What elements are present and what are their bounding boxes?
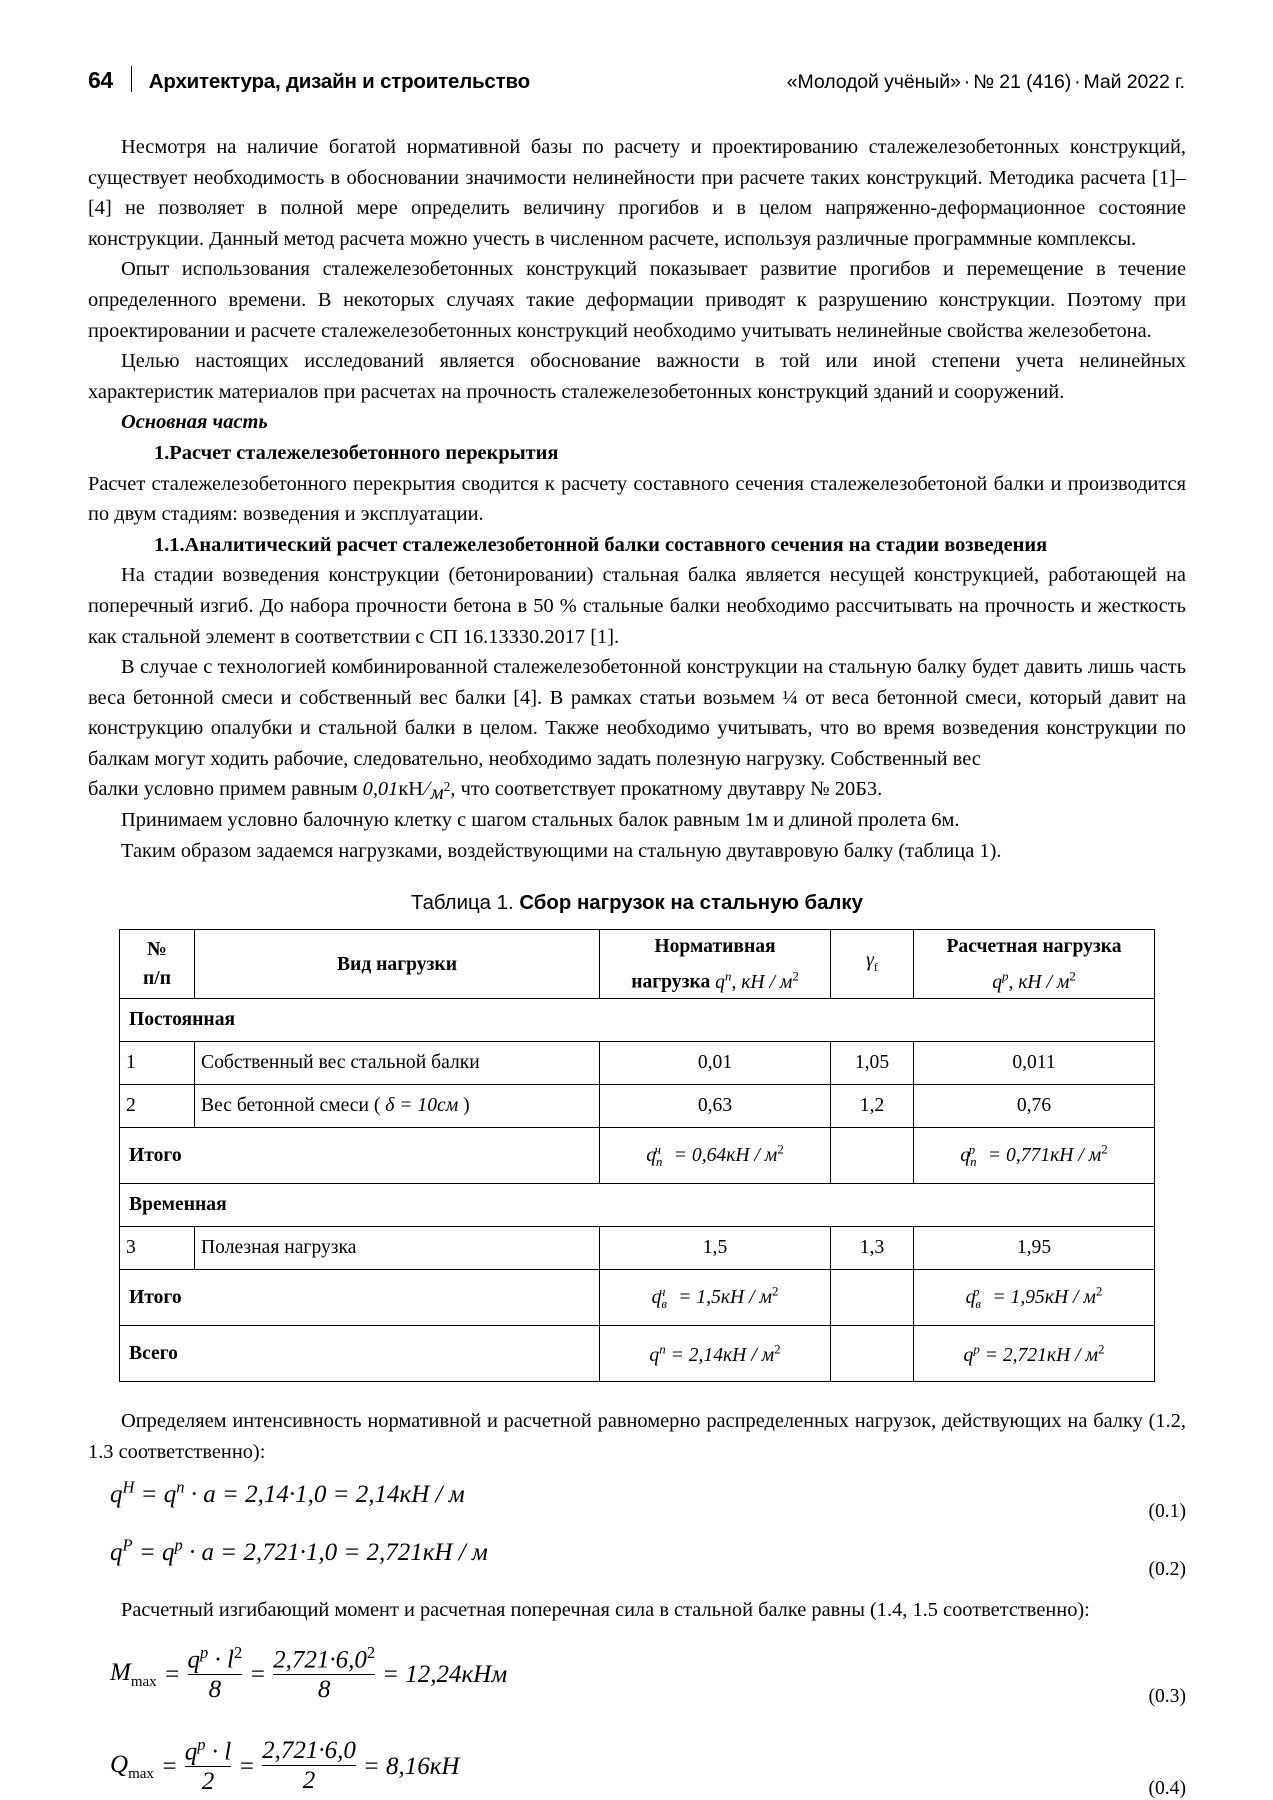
row-number: 2 xyxy=(120,1085,195,1128)
loads-table-body xyxy=(120,999,1155,1382)
article-body xyxy=(88,132,1186,1800)
table-row xyxy=(120,1085,1155,1128)
loads-table xyxy=(119,929,1155,1382)
header-cell-normative xyxy=(600,930,831,999)
header-cell-gamma xyxy=(831,930,914,999)
paragraph-4: Расчет сталежелезобетонного перекрытия сводится к расчету составного сечения сталежелезобетоной балки и производится по двум стадиям: возведения и эксплуатации. xyxy=(88,472,1186,526)
running-head xyxy=(88,62,1185,96)
issue-number: № 21 (416) xyxy=(973,71,1072,93)
heading-section-1-text: Расчет сталежелезобетонного перекрытия xyxy=(169,441,559,464)
total-gamma xyxy=(831,1128,914,1184)
header-normative-line1: Нормативная xyxy=(654,935,776,957)
paragraph-11: Расчетный изгибающий момент и расчетная поперечная сила в стальной балке равны (1.4, 1.5 соответственно): xyxy=(121,1599,1090,1622)
paragraph-6: В случае с технологией комбинированной сталежелезобетонной конструкции на стальную балку будет давить лишь часть веса бетонной смеси и собственный вес балки [4]. В рамках статьи возьмем ¼ от веса бетонной смеси, который давит на конструкцию опалубки и стальной балки в целом. Также необходимо учитывать, что во время возведения конструкции по балкам могут ходить рабочие, следовательно, необходимо задать полезную нагрузку. Собственный вес xyxy=(88,656,1186,770)
grand-total-normative: $q^n = 2,14кН / м^2$ xyxy=(600,1326,831,1382)
row-calculated: 0,011 xyxy=(914,1042,1155,1085)
equation-0-1-body: $q^Н = q^n \cdot a = 2,14\cdot 1,0 = 2,14кН / м$ xyxy=(110,1477,465,1508)
heading-section-1-1-number: 1.1. xyxy=(154,533,185,556)
row-gamma: 1,3 xyxy=(831,1227,914,1270)
table-group-row-permanent xyxy=(120,999,1155,1042)
equation-block-0-2 xyxy=(88,1535,1186,1587)
paragraph-5: На стадии возведения конструкции (бетонировании) стальная балка является несущей конструкцией, работающей на поперечный изгиб. До набора прочности бетона в 50 % стальные балки необходимо рассчитывать на прочность и жесткость как стальной элемент в соответствии с СП 16.13330.2017 [1]. xyxy=(88,564,1186,648)
row-kind: Собственный вес стальной балки xyxy=(195,1042,600,1085)
row-gamma: 1,2 xyxy=(831,1085,914,1128)
row-normative: 0,63 xyxy=(600,1085,831,1128)
paragraph-8: Принимаем условно балочную клетку с шагом стальных балок равным 1м и длиной пролета 6м. xyxy=(121,809,960,832)
table-header-row xyxy=(120,930,1155,999)
issue-date: Май 2022 xyxy=(1083,71,1170,93)
inline-math-self-weight: 0,01кН/ $м^2$ xyxy=(362,778,451,804)
journal-name: «Молодой учёный» xyxy=(786,71,961,93)
separator-dot-1: · xyxy=(963,71,971,93)
total-label: Итого xyxy=(120,1270,600,1326)
running-head-divider xyxy=(131,66,132,92)
paragraph-7-before: балки условно примем равным xyxy=(88,778,358,801)
total-normative: $q_п^н = 0,64кН / м^2$ xyxy=(600,1128,831,1184)
table-caption-label: Таблица 1. xyxy=(411,892,514,915)
group-label-temporary: Временная xyxy=(120,1184,1155,1227)
journal-info xyxy=(787,71,1185,94)
header-number-line1: № xyxy=(147,939,167,961)
header-calculated-line2: $q^p$, кН / $м^2$ xyxy=(992,967,1076,993)
header-cell-number xyxy=(120,930,195,999)
row-number: 1 xyxy=(120,1042,195,1085)
paragraph-9: Таким образом задаемся нагрузками, воздействующими на стальную двутавровую балку (таблица 1). xyxy=(121,839,1002,862)
issue-date-suffix: г. xyxy=(1175,71,1185,93)
paragraph-7 xyxy=(88,774,1186,805)
header-normative-line2: нагрузка $q^n$, кН / $м^2$ xyxy=(631,967,799,993)
row-gamma: 1,05 xyxy=(831,1042,914,1085)
heading-section-1 xyxy=(88,438,1186,469)
table-total-row-temporary xyxy=(120,1270,1155,1326)
equation-0-2-body: $q^Р = q^p \cdot a = 2,721\cdot 1,0 = 2,721кН / м$ xyxy=(110,1535,488,1566)
header-number-line2: п/п xyxy=(142,968,172,990)
equation-0-4-number: (0.4) xyxy=(1148,1778,1186,1800)
header-calculated-line1: Расчетная нагрузка xyxy=(946,935,1122,957)
header-gamma-symbol: $\gamma_f$ xyxy=(866,950,878,975)
table-group-row-temporary xyxy=(120,1184,1155,1227)
loads-table-head xyxy=(120,930,1155,999)
row-kind: Полезная нагрузка xyxy=(195,1227,600,1270)
page-number: 64 xyxy=(88,67,113,93)
row-normative: 1,5 xyxy=(600,1227,831,1270)
group-label-permanent: Постоянная xyxy=(120,999,1155,1042)
table-row xyxy=(120,1227,1155,1270)
table-caption xyxy=(88,892,1186,915)
section-title: Архитектура, дизайн и строительство xyxy=(148,70,530,93)
heading-main-part: Основная часть xyxy=(121,411,268,434)
equation-block-0-1 xyxy=(88,1477,1186,1529)
table-caption-title: Сбор нагрузок на стальную балку xyxy=(519,892,863,915)
paragraph-10: Определяем интенсивность нормативной и расчетной равномерно распределенных нагрузок, действующих на балку (1.2, 1.3 соответственно): xyxy=(88,1410,1186,1463)
grand-total-label: Всего xyxy=(120,1326,600,1382)
equation-0-1-number: (0.1) xyxy=(1148,1501,1186,1523)
total-gamma xyxy=(831,1270,914,1326)
row-kind: Вес бетонной смеси ( δ = 10см ) xyxy=(195,1085,600,1128)
paragraph-2: Опыт использования сталежелезобетонных конструкций показывает развитие прогибов и перемещение в течение определенного времени. В некоторых случаях такие деформации приводят к разрушению конструкции. Поэтому при проектировании и расчете сталежелезобетонных конструкций необходимо учитывать нелинейные свойства железобетона. xyxy=(88,258,1186,342)
total-label: Итого xyxy=(120,1128,600,1184)
row-calculated: 1,95 xyxy=(914,1227,1155,1270)
equation-block-0-4 xyxy=(88,1736,1186,1800)
table-total-row-permanent xyxy=(120,1128,1155,1184)
header-cell-kind: Вид нагрузки xyxy=(195,930,600,999)
paragraph-1: Несмотря на наличие богатой нормативной базы по расчету и проектированию сталежелезобетонных конструкций, существует необходимость в обосновании значимости нелинейности при расчете таких конструкций. Методика расчета [1]–[4] не позволяет в полной мере определить величину прогибов и в целом напряженно-деформационное состояние конструкции. Данный метод расчета можно учесть в численном расчете, используя различные программные комплексы. xyxy=(88,136,1186,250)
table-grand-total-row xyxy=(120,1326,1155,1382)
equation-0-3-number: (0.3) xyxy=(1148,1686,1186,1708)
row-calculated: 0,76 xyxy=(914,1085,1155,1128)
equation-block-0-3 xyxy=(88,1644,1186,1714)
paragraph-7-after: , что соответствует прокатному двутавру № 20Б3. xyxy=(450,778,883,801)
heading-section-1-1-text: Аналитический расчет сталежелезобетонной балки составного сечения на стадии возведения xyxy=(184,533,1048,556)
row-number: 3 xyxy=(120,1227,195,1270)
total-calculated: $q_п^р = 0,771кН / м^2$ xyxy=(914,1128,1155,1184)
row-normative: 0,01 xyxy=(600,1042,831,1085)
heading-section-1-number: 1. xyxy=(154,441,170,464)
heading-section-1-1 xyxy=(88,530,1186,561)
equation-0-2-number: (0.2) xyxy=(1148,1559,1186,1581)
total-calculated: $q_в^р = 1,95кН / м^2$ xyxy=(914,1270,1155,1326)
grand-total-calculated: $q^p = 2,721кН / м^2$ xyxy=(914,1326,1155,1382)
paragraph-3: Целью настоящих исследований является обоснование важности в той или иной степени учета нелинейных характеристик материалов при расчетах на прочность сталежелезобетонных конструкций зданий и сооружений. xyxy=(88,350,1186,403)
equation-0-3-body: $M_{max}$ = $\frac{q^p \cdot l^2}{8}$ = $\frac{2,721\cdot 6,0^2}{8}$ = 12,24кНм xyxy=(110,1643,508,1704)
header-cell-calculated xyxy=(914,930,1155,999)
equation-0-4-body: $Q_{max}$ = $\frac{q^p \cdot l}{2}$ = $\frac{2,721\cdot 6,0}{2}$ = 8,16кН xyxy=(110,1735,460,1796)
grand-total-gamma xyxy=(831,1326,914,1382)
total-normative: $q_в^н = 1,5кН / м^2$ xyxy=(600,1270,831,1326)
separator-dot-2: · xyxy=(1074,71,1081,93)
table-row xyxy=(120,1042,1155,1085)
